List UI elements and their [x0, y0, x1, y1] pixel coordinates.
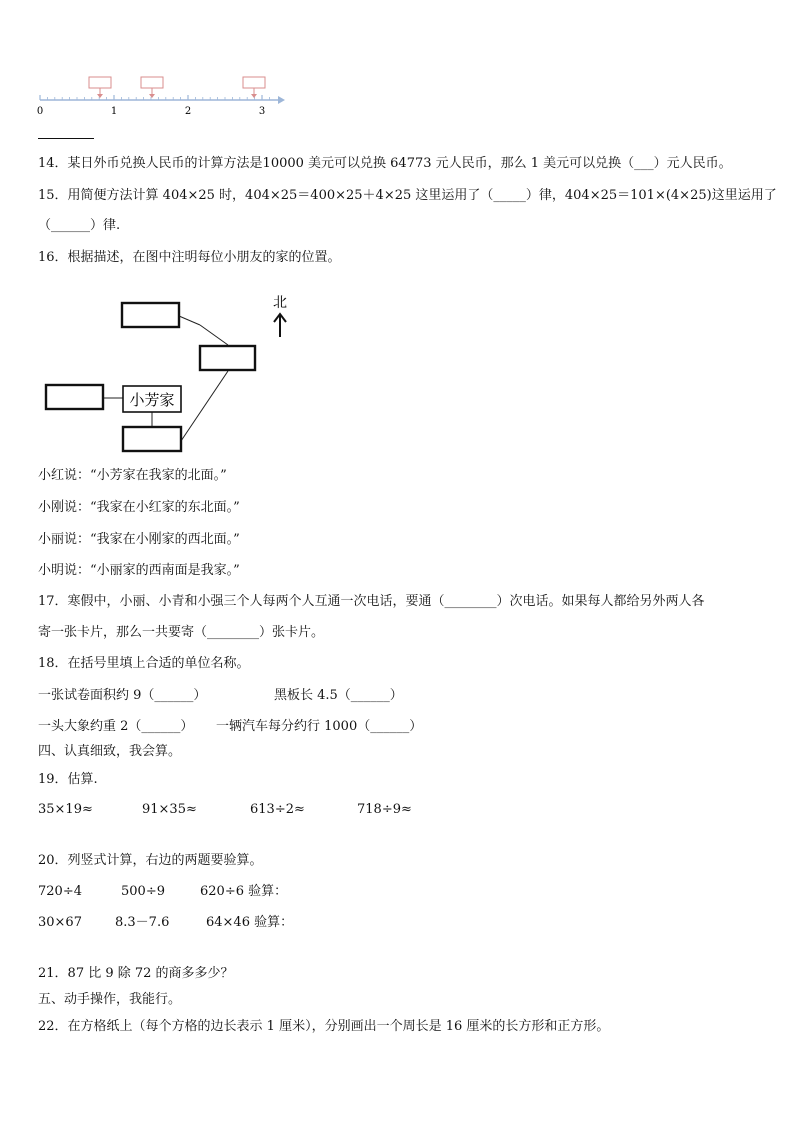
section-4-heading: 四、认真细致，我会算。 — [38, 744, 182, 759]
statement-xiaogang: 小刚说：“我家在小红家的东北面。” — [38, 500, 240, 515]
question-16: 16．根据描述，在图中注明每位小朋友的家的位置。 — [38, 250, 341, 265]
question-15-line1: 15．用简便方法计算 404×25 时，404×25＝400×25＋4×25 这里运用了（_____）律，404×25＝101×(4×25)这里运用了 — [38, 188, 777, 203]
house-box-top[interactable] — [122, 303, 179, 327]
answer-box-2[interactable] — [141, 77, 163, 88]
estimate-item: 718÷9≈ — [357, 802, 412, 817]
question-18-b: 黑板长 4.5（______） — [274, 688, 403, 703]
question-19: 19．估算. — [38, 772, 98, 787]
house-box-left[interactable] — [46, 385, 103, 409]
north-label: 北 — [273, 295, 287, 311]
question-15-line2: （______）律. — [38, 218, 121, 233]
position-diagram — [0, 285, 794, 465]
question-17-line2: 寄一张卡片，那么一共要寄（________）张卡片。 — [38, 625, 325, 640]
answer-box-1[interactable] — [89, 77, 111, 88]
tick-label-0: 0 — [36, 106, 44, 117]
question-18: 18．在括号里填上合适的单位名称。 — [38, 656, 250, 671]
calc-item: 720÷4 — [38, 884, 82, 899]
pointer-head-1 — [97, 94, 103, 98]
statement-xiaoming: 小明说：“小丽家的西南面是我家。” — [38, 563, 240, 578]
question-17-line1: 17．寒假中，小丽、小青和小强三个人每两个人互通一次电话，要通（________）次电话。如果每人都给另外两人各 — [38, 594, 705, 609]
calc-item: 64×46 验算： — [206, 915, 294, 930]
connector-line — [181, 371, 228, 441]
statement-xiaohong: 小红说：“小芳家在我家的北面。” — [38, 468, 227, 483]
question-20: 20．列竖式计算，右边的两题要验算。 — [38, 853, 263, 868]
number-line — [0, 0, 794, 130]
question-18-d: 一辆汽车每分约行 1000（______） — [216, 719, 423, 734]
statement-xiaoli: 小丽说：“我家在小刚家的西北面。” — [38, 532, 240, 547]
house-box-bottom[interactable] — [123, 427, 181, 451]
xiaofang-home-label: 小芳家 — [129, 391, 175, 409]
calc-item: 8.3－7.6 — [115, 915, 170, 930]
tick-label-1: 1 — [110, 106, 118, 117]
calc-item: 620÷6 验算： — [200, 884, 288, 899]
answer-underline[interactable] — [38, 138, 94, 139]
answer-box-3[interactable] — [243, 77, 265, 88]
section-5-heading: 五、动手操作，我能行。 — [38, 992, 182, 1007]
estimate-item: 613÷2≈ — [250, 802, 305, 817]
question-18-c: 一头大象约重 2（______） — [38, 719, 194, 734]
connector-line — [179, 316, 200, 325]
question-18-a: 一张试卷面积约 9（______） — [38, 688, 207, 703]
calc-item: 30×67 — [38, 915, 82, 930]
pointer-head-2 — [149, 94, 155, 98]
estimate-item: 35×19≈ — [38, 802, 93, 817]
tick-label-3: 3 — [258, 106, 266, 117]
question-22: 22．在方格纸上（每个方格的边长表示 1 厘米），分别画出一个周长是 16 厘米的长方形和正方形。 — [38, 1019, 610, 1034]
tick-label-2: 2 — [184, 106, 192, 117]
pointer-head-3 — [251, 94, 257, 98]
house-box-right[interactable] — [200, 346, 255, 370]
number-line-arrow — [278, 96, 285, 104]
calc-item: 500÷9 — [121, 884, 165, 899]
estimate-item: 91×35≈ — [142, 802, 197, 817]
connector-line — [200, 325, 228, 345]
question-14: 14．某日外币兑换人民币的计算方法是10000 美元可以兑换 64773 元人民币，那么 1 美元可以兑换（___）元人民币。 — [38, 156, 732, 171]
question-21: 21．87 比 9 除 72 的商多多少？ — [38, 966, 234, 981]
